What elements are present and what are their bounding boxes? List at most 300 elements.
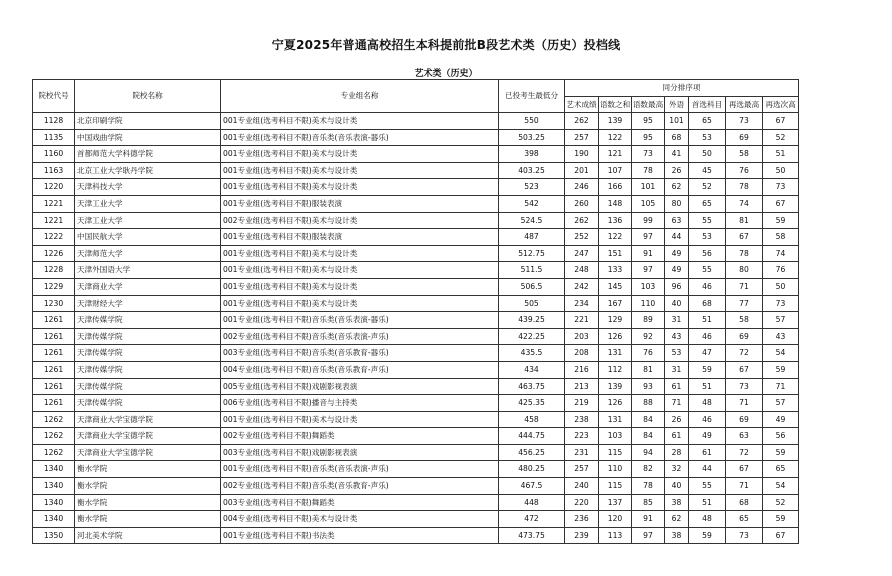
cell-foreign-language: 28 (665, 444, 689, 461)
cell-chinese-math-sum: 122 (599, 129, 632, 146)
cell-first-subject: 44 (689, 461, 726, 478)
table-row (33, 361, 799, 378)
cell-major-group: 001专业组(选考科目不限)书法类 (221, 527, 499, 544)
cell-first-subject: 55 (689, 262, 726, 279)
cell-elective-highest: 69 (726, 328, 763, 345)
cell-elective-highest: 73 (726, 378, 763, 395)
table-row (33, 195, 799, 212)
cell-school-code: 1226 (33, 245, 75, 262)
cell-chinese-math-sum: 133 (599, 262, 632, 279)
cell-elective-second: 71 (763, 378, 799, 395)
cell-chinese-math-max: 93 (632, 378, 665, 395)
cell-elective-highest: 67 (726, 361, 763, 378)
cell-chinese-math-sum: 126 (599, 395, 632, 412)
cell-elective-highest: 71 (726, 395, 763, 412)
cell-foreign-language: 61 (665, 378, 689, 395)
cell-foreign-language: 31 (665, 361, 689, 378)
cell-school-name: 河北美术学院 (75, 527, 221, 544)
table-row (33, 278, 799, 295)
header-min-score: 已投考生最低分 (499, 80, 565, 113)
cell-min-score: 425.35 (499, 395, 565, 412)
cell-chinese-math-sum: 131 (599, 345, 632, 362)
cell-school-name: 天津传媒学院 (75, 345, 221, 362)
table-row (33, 179, 799, 196)
cell-elective-second: 59 (763, 511, 799, 528)
cell-elective-second: 50 (763, 278, 799, 295)
table-row (33, 129, 799, 146)
cell-major-group: 005专业组(选考科目不限)戏剧影视表演 (221, 378, 499, 395)
cell-first-subject: 46 (689, 411, 726, 428)
cell-elective-second: 74 (763, 245, 799, 262)
table-row (33, 461, 799, 478)
cell-min-score: 523 (499, 179, 565, 196)
table-row (33, 212, 799, 229)
cell-elective-highest: 78 (726, 245, 763, 262)
cell-chinese-math-max: 97 (632, 527, 665, 544)
cell-elective-highest: 58 (726, 312, 763, 329)
table-row (33, 395, 799, 412)
cell-major-group: 003专业组(选考科目不限)舞蹈类 (221, 494, 499, 511)
cell-foreign-language: 49 (665, 245, 689, 262)
cell-school-code: 1261 (33, 395, 75, 412)
cell-chinese-math-sum: 115 (599, 444, 632, 461)
cell-first-subject: 68 (689, 295, 726, 312)
cell-major-group: 001专业组(选考科目不限)音乐类(音乐表演-声乐) (221, 461, 499, 478)
cell-major-group: 002专业组(选考科目不限)音乐类(音乐教育-声乐) (221, 478, 499, 495)
cell-school-code: 1262 (33, 428, 75, 445)
cell-elective-second: 67 (763, 113, 799, 130)
cell-chinese-math-sum: 115 (599, 478, 632, 495)
cell-chinese-math-max: 103 (632, 278, 665, 295)
cell-elective-second: 43 (763, 328, 799, 345)
cell-art-score: 257 (565, 461, 599, 478)
table-body (33, 113, 799, 544)
cell-chinese-math-max: 101 (632, 179, 665, 196)
cell-school-code: 1160 (33, 146, 75, 163)
header-tie-break-group: 同分排序项 (565, 80, 799, 97)
cell-school-code: 1220 (33, 179, 75, 196)
cell-foreign-language: 62 (665, 511, 689, 528)
cell-chinese-math-max: 88 (632, 395, 665, 412)
cell-school-code: 1261 (33, 328, 75, 345)
cell-school-code: 1228 (33, 262, 75, 279)
cell-foreign-language: 71 (665, 395, 689, 412)
cell-elective-highest: 76 (726, 162, 763, 179)
cell-foreign-language: 40 (665, 295, 689, 312)
cell-art-score: 239 (565, 527, 599, 544)
cell-school-name: 衡水学院 (75, 494, 221, 511)
cell-chinese-math-max: 94 (632, 444, 665, 461)
cell-chinese-math-sum: 112 (599, 361, 632, 378)
cell-elective-second: 56 (763, 428, 799, 445)
cell-foreign-language: 41 (665, 146, 689, 163)
cell-elective-second: 51 (763, 146, 799, 163)
cell-min-score: 439.25 (499, 312, 565, 329)
cell-foreign-language: 80 (665, 195, 689, 212)
admission-score-table (32, 79, 799, 544)
cell-first-subject: 56 (689, 245, 726, 262)
cell-art-score: 220 (565, 494, 599, 511)
cell-art-score: 236 (565, 511, 599, 528)
cell-art-score: 190 (565, 146, 599, 163)
cell-elective-second: 73 (763, 295, 799, 312)
cell-first-subject: 53 (689, 229, 726, 246)
table-row (33, 113, 799, 130)
cell-school-code: 1128 (33, 113, 75, 130)
cell-elective-highest: 78 (726, 179, 763, 196)
cell-elective-highest: 69 (726, 129, 763, 146)
cell-chinese-math-max: 97 (632, 262, 665, 279)
cell-first-subject: 48 (689, 511, 726, 528)
cell-chinese-math-max: 84 (632, 411, 665, 428)
header-chinese-math-max: 语数最高 (632, 97, 665, 113)
header-chinese-math-sum: 语数之和 (599, 97, 632, 113)
cell-elective-second: 65 (763, 461, 799, 478)
cell-art-score: 262 (565, 212, 599, 229)
cell-school-name: 衡水学院 (75, 461, 221, 478)
cell-first-subject: 47 (689, 345, 726, 362)
cell-chinese-math-sum: 113 (599, 527, 632, 544)
cell-major-group: 001专业组(选考科目不限)音乐类(音乐表演-器乐) (221, 129, 499, 146)
cell-school-name: 衡水学院 (75, 511, 221, 528)
header-school-code: 院校代号 (33, 80, 75, 113)
cell-school-name: 天津商业大学宝德学院 (75, 428, 221, 445)
table-row (33, 162, 799, 179)
table-row (33, 428, 799, 445)
cell-school-name: 天津工业大学 (75, 195, 221, 212)
table-row (33, 444, 799, 461)
cell-elective-second: 50 (763, 162, 799, 179)
cell-chinese-math-max: 105 (632, 195, 665, 212)
cell-first-subject: 65 (689, 113, 726, 130)
cell-elective-highest: 73 (726, 113, 763, 130)
table-row (33, 378, 799, 395)
cell-min-score: 472 (499, 511, 565, 528)
cell-school-name: 天津科技大学 (75, 179, 221, 196)
cell-school-name: 天津传媒学院 (75, 312, 221, 329)
cell-chinese-math-max: 99 (632, 212, 665, 229)
cell-chinese-math-max: 85 (632, 494, 665, 511)
cell-first-subject: 46 (689, 278, 726, 295)
cell-art-score: 234 (565, 295, 599, 312)
table-row (33, 527, 799, 544)
cell-major-group: 001专业组(选考科目不限)音乐类(音乐表演-器乐) (221, 312, 499, 329)
cell-elective-highest: 74 (726, 195, 763, 212)
cell-art-score: 208 (565, 345, 599, 362)
cell-elective-second: 57 (763, 312, 799, 329)
cell-school-name: 天津商业大学 (75, 278, 221, 295)
cell-first-subject: 50 (689, 146, 726, 163)
cell-min-score: 403.25 (499, 162, 565, 179)
cell-school-name: 天津商业大学宝德学院 (75, 411, 221, 428)
cell-school-code: 1340 (33, 478, 75, 495)
cell-school-name: 中国民航大学 (75, 229, 221, 246)
cell-first-subject: 53 (689, 129, 726, 146)
cell-foreign-language: 40 (665, 478, 689, 495)
cell-chinese-math-max: 73 (632, 146, 665, 163)
cell-school-name: 天津传媒学院 (75, 328, 221, 345)
cell-art-score: 252 (565, 229, 599, 246)
cell-major-group: 004专业组(选考科目不限)音乐类(音乐教育-声乐) (221, 361, 499, 378)
cell-min-score: 458 (499, 411, 565, 428)
cell-major-group: 006专业组(选考科目不限)播音与主持类 (221, 395, 499, 412)
cell-foreign-language: 44 (665, 229, 689, 246)
cell-first-subject: 48 (689, 395, 726, 412)
cell-elective-second: 67 (763, 195, 799, 212)
cell-min-score: 487 (499, 229, 565, 246)
cell-art-score: 213 (565, 378, 599, 395)
cell-elective-highest: 81 (726, 212, 763, 229)
table-subtitle: 艺术类（历史） (414, 69, 478, 79)
cell-school-code: 1229 (33, 278, 75, 295)
cell-chinese-math-sum: 107 (599, 162, 632, 179)
cell-foreign-language: 53 (665, 345, 689, 362)
cell-min-score: 506.5 (499, 278, 565, 295)
header-elective-second: 再选次高 (763, 97, 799, 113)
cell-art-score: 221 (565, 312, 599, 329)
cell-min-score: 473.75 (499, 527, 565, 544)
cell-min-score: 512.75 (499, 245, 565, 262)
cell-foreign-language: 101 (665, 113, 689, 130)
cell-chinese-math-max: 76 (632, 345, 665, 362)
cell-school-name: 天津商业大学宝德学院 (75, 444, 221, 461)
cell-elective-highest: 65 (726, 511, 763, 528)
cell-art-score: 223 (565, 428, 599, 445)
table-row (33, 146, 799, 163)
cell-chinese-math-max: 78 (632, 162, 665, 179)
cell-school-code: 1340 (33, 494, 75, 511)
cell-elective-highest: 72 (726, 345, 763, 362)
cell-foreign-language: 31 (665, 312, 689, 329)
cell-foreign-language: 26 (665, 411, 689, 428)
cell-school-code: 1261 (33, 312, 75, 329)
cell-first-subject: 61 (689, 444, 726, 461)
cell-min-score: 422.25 (499, 328, 565, 345)
cell-school-name: 天津传媒学院 (75, 361, 221, 378)
cell-chinese-math-max: 95 (632, 113, 665, 130)
cell-school-code: 1230 (33, 295, 75, 312)
cell-min-score: 398 (499, 146, 565, 163)
cell-major-group: 003专业组(选考科目不限)音乐类(音乐教育-器乐) (221, 345, 499, 362)
cell-min-score: 444.75 (499, 428, 565, 445)
cell-school-code: 1262 (33, 411, 75, 428)
cell-foreign-language: 61 (665, 428, 689, 445)
cell-elective-second: 59 (763, 212, 799, 229)
table-row (33, 478, 799, 495)
cell-min-score: 448 (499, 494, 565, 511)
cell-chinese-math-sum: 121 (599, 146, 632, 163)
cell-foreign-language: 49 (665, 262, 689, 279)
cell-chinese-math-sum: 139 (599, 378, 632, 395)
cell-min-score: 505 (499, 295, 565, 312)
cell-school-code: 1222 (33, 229, 75, 246)
cell-foreign-language: 26 (665, 162, 689, 179)
cell-art-score: 257 (565, 129, 599, 146)
cell-min-score: 503.25 (499, 129, 565, 146)
header-foreign-language: 外语 (665, 97, 689, 113)
cell-major-group: 001专业组(选考科目不限)服装表演 (221, 229, 499, 246)
cell-art-score: 231 (565, 444, 599, 461)
cell-elective-highest: 77 (726, 295, 763, 312)
cell-art-score: 216 (565, 361, 599, 378)
cell-foreign-language: 63 (665, 212, 689, 229)
cell-major-group: 001专业组(选考科目不限)服装表演 (221, 195, 499, 212)
cell-art-score: 247 (565, 245, 599, 262)
header-first-subject: 首选科目 (689, 97, 726, 113)
cell-chinese-math-max: 110 (632, 295, 665, 312)
cell-school-code: 1340 (33, 511, 75, 528)
header-art-score: 艺术成绩 (565, 97, 599, 113)
cell-min-score: 550 (499, 113, 565, 130)
cell-major-group: 002专业组(选考科目不限)音乐类(音乐表演-声乐) (221, 328, 499, 345)
cell-elective-highest: 63 (726, 428, 763, 445)
cell-major-group: 001专业组(选考科目不限)美术与设计类 (221, 146, 499, 163)
cell-school-name: 北京工业大学耿丹学院 (75, 162, 221, 179)
cell-school-code: 1261 (33, 361, 75, 378)
cell-school-name: 天津工业大学 (75, 212, 221, 229)
cell-chinese-math-max: 89 (632, 312, 665, 329)
cell-foreign-language: 38 (665, 527, 689, 544)
cell-chinese-math-max: 82 (632, 461, 665, 478)
cell-major-group: 001专业组(选考科目不限)美术与设计类 (221, 179, 499, 196)
cell-major-group: 001专业组(选考科目不限)美术与设计类 (221, 262, 499, 279)
cell-foreign-language: 62 (665, 179, 689, 196)
cell-chinese-math-sum: 110 (599, 461, 632, 478)
document-title: 宁夏2025年普通高校招生本科提前批B段艺术类（历史）投档线 (271, 38, 621, 52)
header-school-name: 院校名称 (75, 80, 221, 113)
cell-elective-highest: 71 (726, 278, 763, 295)
cell-min-score: 435.5 (499, 345, 565, 362)
cell-school-code: 1261 (33, 345, 75, 362)
cell-major-group: 002专业组(选考科目不限)美术与设计类 (221, 212, 499, 229)
cell-chinese-math-max: 92 (632, 328, 665, 345)
table-row (33, 229, 799, 246)
cell-major-group: 001专业组(选考科目不限)美术与设计类 (221, 411, 499, 428)
cell-elective-second: 59 (763, 444, 799, 461)
cell-school-code: 1261 (33, 378, 75, 395)
cell-school-name: 天津财经大学 (75, 295, 221, 312)
cell-first-subject: 51 (689, 494, 726, 511)
cell-school-name: 天津外国语大学 (75, 262, 221, 279)
cell-chinese-math-sum: 167 (599, 295, 632, 312)
table-row (33, 411, 799, 428)
cell-first-subject: 51 (689, 312, 726, 329)
cell-school-code: 1340 (33, 461, 75, 478)
cell-min-score: 463.75 (499, 378, 565, 395)
cell-major-group: 002专业组(选考科目不限)舞蹈类 (221, 428, 499, 445)
cell-major-group: 003专业组(选考科目不限)戏剧影视表演 (221, 444, 499, 461)
cell-school-code: 1262 (33, 444, 75, 461)
cell-chinese-math-sum: 129 (599, 312, 632, 329)
cell-major-group: 001专业组(选考科目不限)美术与设计类 (221, 245, 499, 262)
cell-min-score: 480.25 (499, 461, 565, 478)
cell-school-name: 天津师范大学 (75, 245, 221, 262)
cell-min-score: 542 (499, 195, 565, 212)
cell-major-group: 001专业组(选考科目不限)美术与设计类 (221, 162, 499, 179)
cell-foreign-language: 43 (665, 328, 689, 345)
cell-chinese-math-sum: 122 (599, 229, 632, 246)
cell-chinese-math-max: 78 (632, 478, 665, 495)
cell-elective-second: 73 (763, 179, 799, 196)
cell-foreign-language: 38 (665, 494, 689, 511)
cell-school-code: 1163 (33, 162, 75, 179)
table-row (33, 328, 799, 345)
cell-elective-highest: 68 (726, 494, 763, 511)
cell-min-score: 456.25 (499, 444, 565, 461)
cell-elective-second: 57 (763, 395, 799, 412)
cell-min-score: 524.5 (499, 212, 565, 229)
cell-chinese-math-sum: 145 (599, 278, 632, 295)
cell-major-group: 001专业组(选考科目不限)美术与设计类 (221, 295, 499, 312)
cell-min-score: 434 (499, 361, 565, 378)
cell-first-subject: 55 (689, 478, 726, 495)
cell-art-score: 248 (565, 262, 599, 279)
cell-art-score: 260 (565, 195, 599, 212)
cell-major-group: 004专业组(选考科目不限)美术与设计类 (221, 511, 499, 528)
cell-elective-highest: 67 (726, 461, 763, 478)
cell-chinese-math-sum: 139 (599, 113, 632, 130)
cell-elective-highest: 73 (726, 527, 763, 544)
cell-elective-second: 49 (763, 411, 799, 428)
table-row (33, 245, 799, 262)
cell-elective-second: 52 (763, 129, 799, 146)
cell-school-name: 首都师范大学科德学院 (75, 146, 221, 163)
cell-school-name: 天津传媒学院 (75, 378, 221, 395)
cell-elective-second: 54 (763, 478, 799, 495)
cell-art-score: 242 (565, 278, 599, 295)
cell-elective-second: 59 (763, 361, 799, 378)
cell-first-subject: 49 (689, 428, 726, 445)
cell-art-score: 262 (565, 113, 599, 130)
cell-school-code: 1135 (33, 129, 75, 146)
cell-chinese-math-max: 91 (632, 245, 665, 262)
cell-school-name: 衡水学院 (75, 478, 221, 495)
cell-art-score: 203 (565, 328, 599, 345)
cell-chinese-math-max: 95 (632, 129, 665, 146)
cell-art-score: 238 (565, 411, 599, 428)
table-row (33, 345, 799, 362)
table-row (33, 494, 799, 511)
cell-chinese-math-sum: 136 (599, 212, 632, 229)
cell-elective-second: 67 (763, 527, 799, 544)
cell-first-subject: 59 (689, 361, 726, 378)
cell-chinese-math-sum: 131 (599, 411, 632, 428)
cell-major-group: 001专业组(选考科目不限)美术与设计类 (221, 278, 499, 295)
cell-chinese-math-max: 81 (632, 361, 665, 378)
cell-chinese-math-sum: 126 (599, 328, 632, 345)
cell-art-score: 219 (565, 395, 599, 412)
cell-chinese-math-sum: 137 (599, 494, 632, 511)
cell-major-group: 001专业组(选考科目不限)美术与设计类 (221, 113, 499, 130)
cell-elective-highest: 69 (726, 411, 763, 428)
cell-school-code: 1221 (33, 195, 75, 212)
cell-art-score: 201 (565, 162, 599, 179)
cell-chinese-math-sum: 148 (599, 195, 632, 212)
cell-school-name: 中国戏曲学院 (75, 129, 221, 146)
cell-foreign-language: 68 (665, 129, 689, 146)
cell-elective-highest: 71 (726, 478, 763, 495)
cell-school-code: 1350 (33, 527, 75, 544)
header-major-group: 专业组名称 (221, 80, 499, 113)
cell-min-score: 467.5 (499, 478, 565, 495)
table-row (33, 511, 799, 528)
cell-elective-second: 76 (763, 262, 799, 279)
cell-school-name: 天津传媒学院 (75, 395, 221, 412)
table-row (33, 262, 799, 279)
cell-foreign-language: 32 (665, 461, 689, 478)
cell-first-subject: 46 (689, 328, 726, 345)
table-row (33, 295, 799, 312)
